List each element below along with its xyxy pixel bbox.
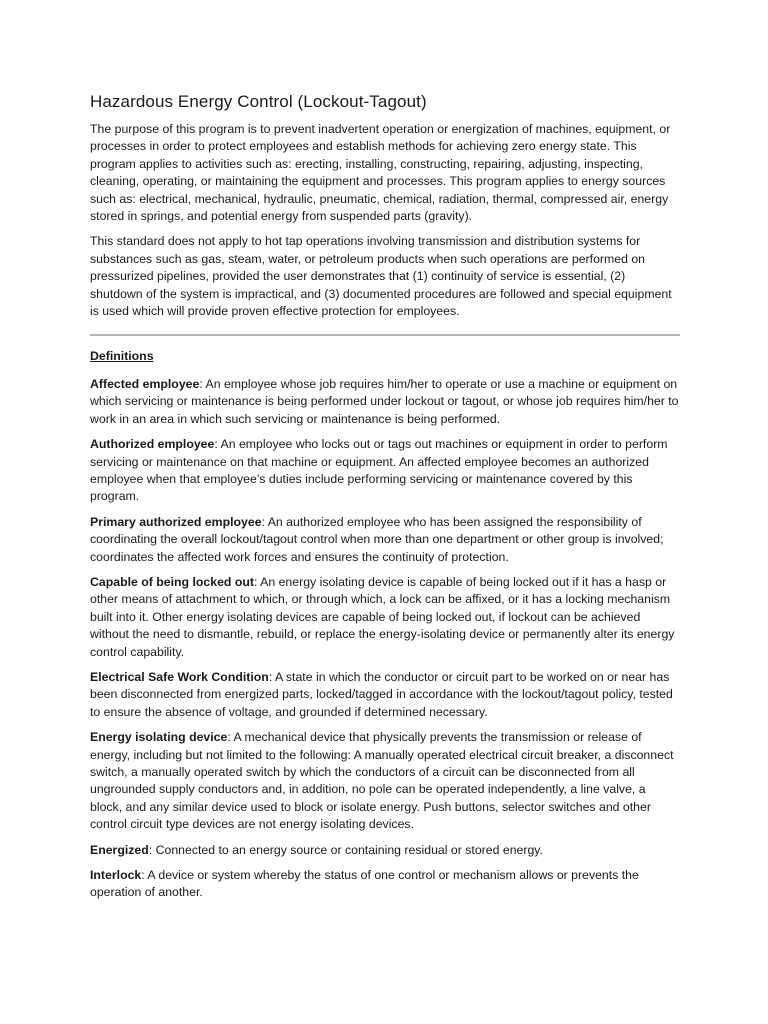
intro-paragraph-exclusion: This standard does not apply to hot tap operations involving transmission and distribution systems for substances such as gas, steam, water, or petroleum products when such operations are performed on pressurized pipelines, provided the user demonstrates that (1) continuity of service is essential, (2) shutdown of the system is impractical, and (3) documented procedures are followed and special equipment is used which will provide proven effective protection for employees.: [90, 234, 672, 319]
definition-text: : A mechanical device that physically prevents the transmission or release of energy, including but not limited to the following: A manually operated electrical circuit breaker, a disconnect switch, a manually operated switch by which the conductors of a circuit can be disconnected from all ungrounded supply conductors and, in addition, no pole can be operated independently, a line valve, a block, and any similar device used to block or isolate energy. Push buttons, selector switches and other control circuit type devices are not energy isolating devices.: [90, 730, 674, 832]
definition-authorized-employee: [90, 436, 680, 506]
definition-text: : Connected to an energy source or containing residual or stored energy.: [148, 842, 543, 857]
definition-text: : An authorized employee who has been assigned the responsibility of coordinating the overall lockout/tagout control when more than one department or other group is involved; coordinates the affected work forces and ensures the continuity of protection.: [90, 514, 664, 564]
definition-text: : A device or system whereby the status of one control or mechanism allows or prevents the operation of another.: [90, 868, 639, 900]
definition-primary-authorized-employee: [90, 514, 680, 566]
definition-term: Affected employee: [90, 376, 200, 391]
definition-affected-employee: [90, 376, 680, 428]
definition-term: Authorized employee: [90, 437, 215, 452]
definition-energized: [90, 842, 680, 859]
document-page: [90, 92, 680, 910]
definition-capable-of-being-locked-out: [90, 574, 680, 661]
definitions-heading: Definitions: [90, 349, 154, 364]
definition-text: : An employee who locks out or tags out machines or equipment in order to perform servicing or maintenance on that machine or equipment. An affected employee becomes an authorized employee when that employee’s duties include performing servicing or maintenance covered by this program.: [90, 437, 668, 504]
definition-term: Primary authorized employee: [90, 514, 262, 529]
definition-term: Electrical Safe Work Condition: [90, 669, 269, 684]
section-divider: [90, 334, 680, 336]
intro-paragraph-purpose: The purpose of this program is to prevent inadvertent operation or energization of machines, equipment, or processes in order to protect employees and establish methods for achieving zero energy state. This program applies to activities such as: erecting, installing, constructing, repairing, adjusting, inspecting, cleaning, operating, or maintaining the equipment and processes. This program applies to energy sources such as: electrical, mechanical, hydraulic, pneumatic, chemical, radiation, thermal, compressed air, energy stored in springs, and potential energy from suspended parts (gravity).: [90, 122, 671, 224]
definition-text: : A state in which the conductor or circuit part to be worked on or near has been disconnected from energized parts, locked/tagged in accordance with the lockout/tagout policy, tested to ensure the absence of voltage, and grounded if determined necessary.: [90, 669, 673, 719]
definition-text: : An energy isolating device is capable of being locked out if it has a hasp or other means of attachment to which, or through which, a lock can be affixed, or it has a locking mechanism built into it. Other energy isolating devices are capable of being locked out, if lockout can be achieved without the need to dismantle, rebuild, or replace the energy-isolating device or permanently alter its energy control capability.: [90, 574, 675, 659]
document-title: Hazardous Energy Control (Lockout-Tagout): [90, 92, 427, 111]
definition-electrical-safe-work-condition: [90, 669, 680, 721]
definition-term: Energy isolating device: [90, 730, 228, 745]
definition-text: : An employee whose job requires him/her to operate or use a machine or equipment on which servicing or maintenance is being performed under lockout or tagout, or whose job requires him/her to work in an area in which such servicing or maintenance is being performed.: [90, 376, 679, 426]
definition-interlock: [90, 867, 680, 902]
definition-term: Interlock: [90, 868, 142, 883]
definition-energy-isolating-device: [90, 729, 680, 833]
definition-term: Energized: [90, 842, 149, 857]
definition-term: Capable of being locked out: [90, 574, 254, 589]
